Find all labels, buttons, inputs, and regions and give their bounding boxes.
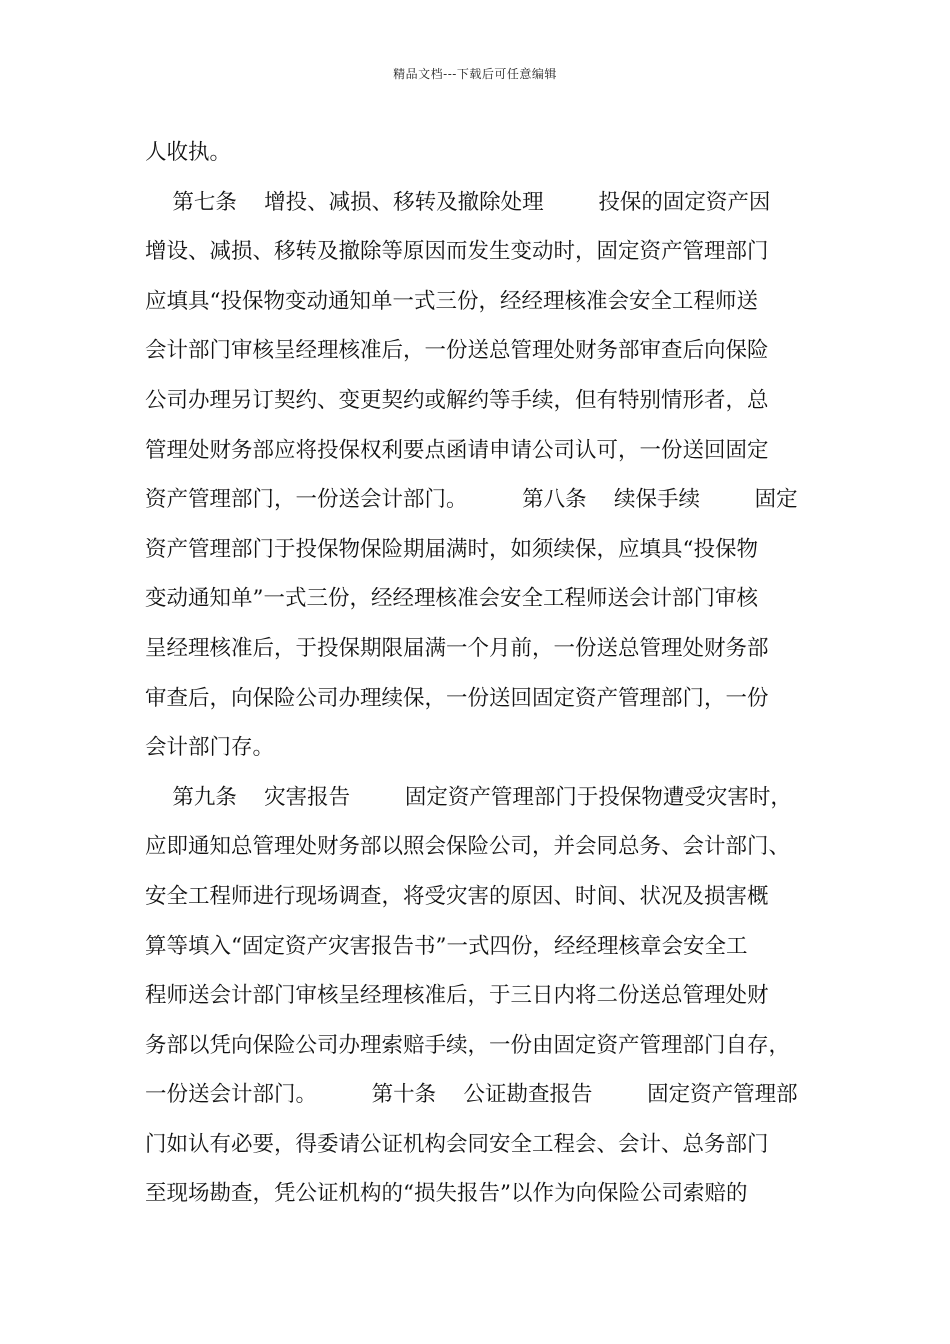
text-line: 增设、减损、移转及撤除等原因而发生变动时，固定资产管理部门 <box>145 239 769 265</box>
text-line: 资产管理部门，一份送会计部门。 第八条 续保手续 固定 <box>145 487 798 513</box>
text-line: 安全工程师进行现场调查，将受灾害的原因、时间、状况及损害概 <box>145 883 769 909</box>
text-line: 至现场勘查，凭公证机构的“损失报告”以作为向保险公司索赔的 <box>145 1181 748 1207</box>
text-line: 公司办理另订契约、变更契约或解约等手续，但有特别情形者，总 <box>145 387 769 413</box>
text-line: 变动通知单”一式三份，经经理核准会安全工程师送会计部门审核 <box>145 586 758 612</box>
text-line: 会计部门存。 <box>145 735 275 761</box>
text-line: 务部以凭向保险公司办理索赔手续，一份由固定资产管理部门自存， <box>145 1032 791 1058</box>
text-line: 第九条 灾害报告 固定资产管理部门于投保物遭受灾害时， <box>145 784 792 810</box>
text-line: 门如认有必要，得委请公证机构会同安全工程会、会计、总务部门 <box>145 1131 769 1157</box>
text-line: 呈经理核准后，于投保期限届满一个月前，一份送总管理处财务部 <box>145 635 769 661</box>
text-line: 程师送会计部门审核呈经理核准后，于三日内将二份送总管理处财 <box>145 983 769 1009</box>
text-line: 应即通知总管理处财务部以照会保险公司，并会同总务、会计部门、 <box>145 834 791 860</box>
text-line: 资产管理部门于投保物保险期届满时，如须续保，应填具“投保物 <box>145 536 758 562</box>
text-line: 管理处财务部应将投保权利要点函请申请公司认可，一份送回固定 <box>145 437 769 463</box>
text-line: 应填具“投保物变动通知单一式三份，经经理核准会安全工程师送 <box>145 288 758 314</box>
text-line: 人收执。 <box>145 140 232 165</box>
text-line: 第七条 增投、减损、移转及撤除处理 投保的固定资产因 <box>145 189 771 215</box>
text-line: 一份送会计部门。 第十条 公证勘查报告 固定资产管理部 <box>145 1082 798 1108</box>
document-body <box>145 128 825 1219</box>
page-header: 精品文档---下载后可任意编辑 <box>393 67 557 81</box>
text-line: 算等填入“固定资产灾害报告书”一式四份，经经理核章会安全工 <box>145 933 748 959</box>
text-line: 审查后，向保险公司办理续保，一份送回固定资产管理部门，一份 <box>145 685 769 711</box>
text-line: 会计部门审核呈经理核准后，一份送总管理处财务部审查后向保险 <box>145 338 769 364</box>
